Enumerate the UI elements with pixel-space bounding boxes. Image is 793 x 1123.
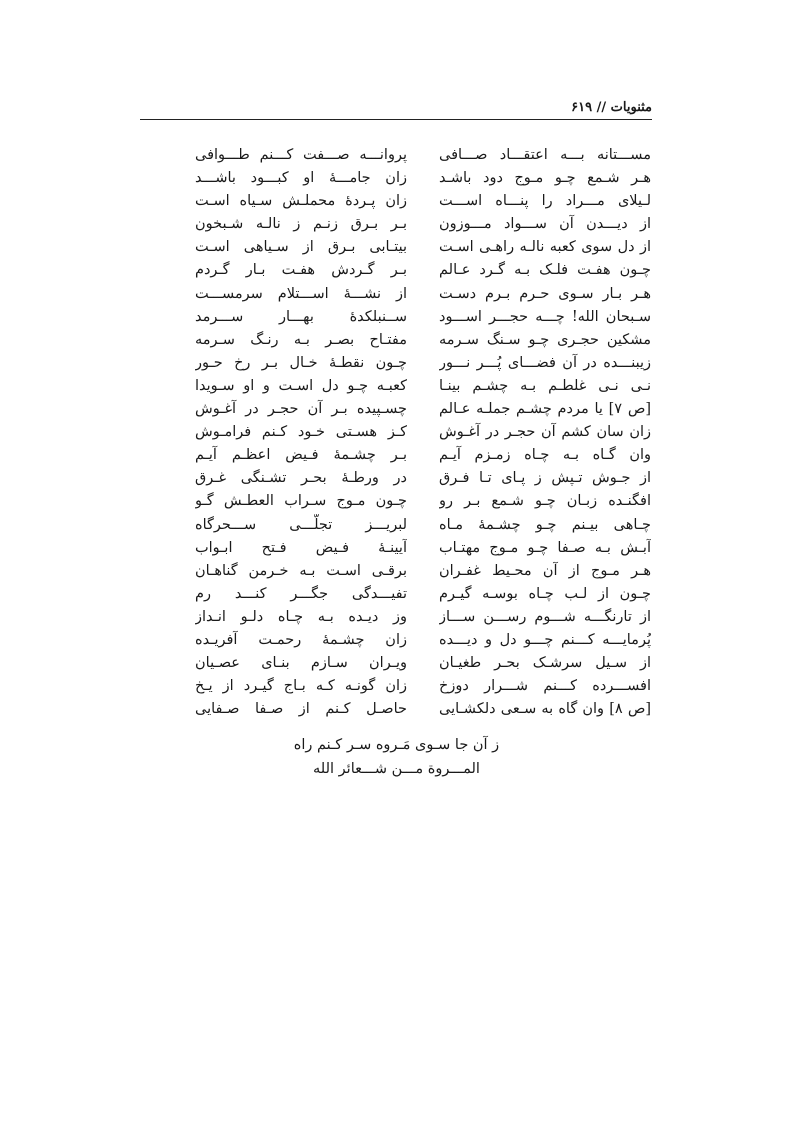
couplet-row bbox=[0, 398, 793, 421]
final-line-2: المـــروة مـــن شـــعائر الله bbox=[313, 761, 480, 777]
second-hemistich: بـر گـردش هفـت بـار گـردم bbox=[195, 262, 407, 279]
couplet-row bbox=[0, 236, 793, 259]
couplet-row bbox=[0, 375, 793, 398]
couplet-row bbox=[0, 560, 793, 583]
first-hemistich: مشکین حجـری چـو سـنگ سـرمه bbox=[439, 331, 651, 348]
first-hemistich: از دل سوی کعبه نالـه راهـی اسـت bbox=[439, 239, 651, 256]
running-title: مثنویات // ۶۱۹ bbox=[571, 100, 652, 115]
first-hemistich: زیبنـــده در آن فضـــای پُـــر نـــور bbox=[439, 354, 651, 371]
couplet-row bbox=[0, 283, 793, 306]
couplet-row bbox=[0, 421, 793, 444]
second-hemistich: لبریـــز تجلّـــی ســـحرگاه bbox=[195, 516, 407, 533]
second-hemistich: بیتـابی بـرق از سـیاهی اسـت bbox=[195, 239, 407, 256]
couplet-row bbox=[0, 698, 793, 721]
second-hemistich: ویـران سـازم بنـای عصـیان bbox=[195, 655, 407, 672]
second-hemistich: ســنبلکدهٔ بهـــار ســـرمد bbox=[195, 308, 407, 325]
second-hemistich: چـون مـوج سـراب العطـش گـو bbox=[195, 493, 407, 510]
second-hemistich: بـر بـرق زنـم ز نالـه شـبخون bbox=[195, 216, 407, 233]
page-header bbox=[140, 96, 652, 120]
first-hemistich: وان گـاه بـه چـاه زمـزم آیـم bbox=[439, 447, 651, 464]
first-hemistich: هـر شـمع چـو مـوج دود باشـد bbox=[439, 170, 651, 187]
second-hemistich: زان جامـــهٔ او کبـــود باشـــد bbox=[195, 170, 407, 187]
first-hemistich: [ص ۸] وان گاه به سـعی دلکشـایی bbox=[439, 701, 651, 718]
second-hemistich: زان پـردهٔ محملـش سـیاه اسـت bbox=[195, 193, 407, 210]
first-hemistich: [ص ۷] یا مردم چشـم جملـه عـالم bbox=[439, 401, 651, 418]
first-hemistich: هـر بـار سـوی حـرم بـرم دسـت bbox=[439, 285, 651, 302]
first-hemistich: از دیـــدن آن ســـواد مـــوزون bbox=[439, 216, 651, 233]
first-hemistich: افگنـده زبـان چـو شـمع بـر رو bbox=[439, 493, 651, 510]
first-hemistich: از تارنگـــه شـــوم رســـن ســـاز bbox=[439, 608, 651, 625]
second-hemistich: در ورطـهٔ بحـر تشـنگی غـرق bbox=[195, 470, 407, 487]
couplet-row bbox=[0, 514, 793, 537]
second-hemistich: برقـی اسـت بـه خـرمن گناهـان bbox=[195, 562, 407, 579]
second-hemistich: بـر چشـمهٔ فـیض اعظـم آیـم bbox=[195, 447, 407, 464]
first-hemistich: از جـوش تـپش ز پـای تـا فـرق bbox=[439, 470, 651, 487]
first-hemistich: زان سان کشم آن حجـر در آغـوش bbox=[439, 424, 651, 441]
second-hemistich: زان گونـه کـه بـاج گیـرد از یـخ bbox=[195, 678, 407, 695]
header-rule bbox=[140, 119, 652, 120]
couplet-row bbox=[0, 259, 793, 282]
couplet-row bbox=[0, 144, 793, 167]
second-hemistich: تفیـــدگی جگـــر کنـــد رم bbox=[195, 585, 407, 602]
couplet-row bbox=[0, 213, 793, 236]
first-hemistich: چـون از لـب چـاه بوسـه گیـرم bbox=[439, 585, 651, 602]
couplet-row bbox=[0, 537, 793, 560]
couplet-row bbox=[0, 467, 793, 490]
couplet-row bbox=[0, 444, 793, 467]
first-hemistich: چـاهی بیـنم چـو چشـمهٔ مـاه bbox=[439, 516, 651, 533]
second-hemistich: مفتـاح بصـر بـه رنـگ سـرمه bbox=[195, 331, 407, 348]
couplet-row bbox=[0, 606, 793, 629]
couplet-row bbox=[0, 675, 793, 698]
first-hemistich: افســـرده کـــنم شـــرار دوزخ bbox=[439, 678, 651, 695]
couplet-row bbox=[0, 629, 793, 652]
couplet-row bbox=[0, 490, 793, 513]
couplet-row bbox=[0, 329, 793, 352]
couplet-row bbox=[0, 652, 793, 675]
second-hemistich: چسـپیده بـر آن حجـر در آغـوش bbox=[195, 401, 407, 418]
first-hemistich: آبـش بـه صـفا چـو مـوج مهتـاب bbox=[439, 539, 651, 556]
second-hemistich: پروانـــه صـــفت کـــنم طـــوافی bbox=[195, 147, 407, 163]
couplet-row bbox=[0, 352, 793, 375]
couplet-row bbox=[0, 583, 793, 606]
first-hemistich: لـیلای مـــراد را پنـــاه اســـت bbox=[439, 193, 651, 210]
first-hemistich: مســـتانه بـــه اعتقـــاد صـــافی bbox=[439, 147, 651, 163]
first-hemistich: چـون هفـت فلـک بـه گـرد عـالم bbox=[439, 262, 651, 279]
first-hemistich: پُرمایـــه کـــنم چـــو دل و دیـــده bbox=[439, 631, 651, 648]
second-hemistich: کعبـه چـو دل اسـت و او سـویدا bbox=[195, 377, 407, 394]
poem-body bbox=[0, 144, 793, 721]
second-hemistich: از نشـــهٔ اســـتلام سرمســـت bbox=[195, 285, 407, 302]
second-hemistich: حاصـل کـنم از صـفا صـفایی bbox=[195, 701, 407, 718]
first-hemistich: سـبحان الله! چـــه حجـــر اســـود bbox=[439, 308, 651, 325]
first-hemistich: نـی نـی غلطـم بـه چشـم بینـا bbox=[439, 377, 651, 394]
second-hemistich: چـون نقطـهٔ خـال بـر رخ حـور bbox=[195, 354, 407, 371]
second-hemistich: کـز هسـتی خـود کـنم فرامـوش bbox=[195, 424, 407, 441]
first-hemistich: هـر مـوج از آن محـیط غفـران bbox=[439, 562, 651, 579]
couplet-row bbox=[0, 306, 793, 329]
second-hemistich: آیینـهٔ فـیض فـتح ابـواب bbox=[195, 539, 407, 556]
final-line-1: ز آن جا سـوی مَـروه سـر کـنم راه bbox=[293, 737, 500, 753]
second-hemistich: وز دیـده بـه چـاه دلـو انـداز bbox=[195, 608, 407, 625]
couplet-row bbox=[0, 167, 793, 190]
couplet-row bbox=[0, 190, 793, 213]
first-hemistich: از سـیل سرشـک بحـر طغیـان bbox=[439, 655, 651, 672]
second-hemistich: زان چشـمهٔ رحمـت آفریـده bbox=[195, 631, 407, 648]
